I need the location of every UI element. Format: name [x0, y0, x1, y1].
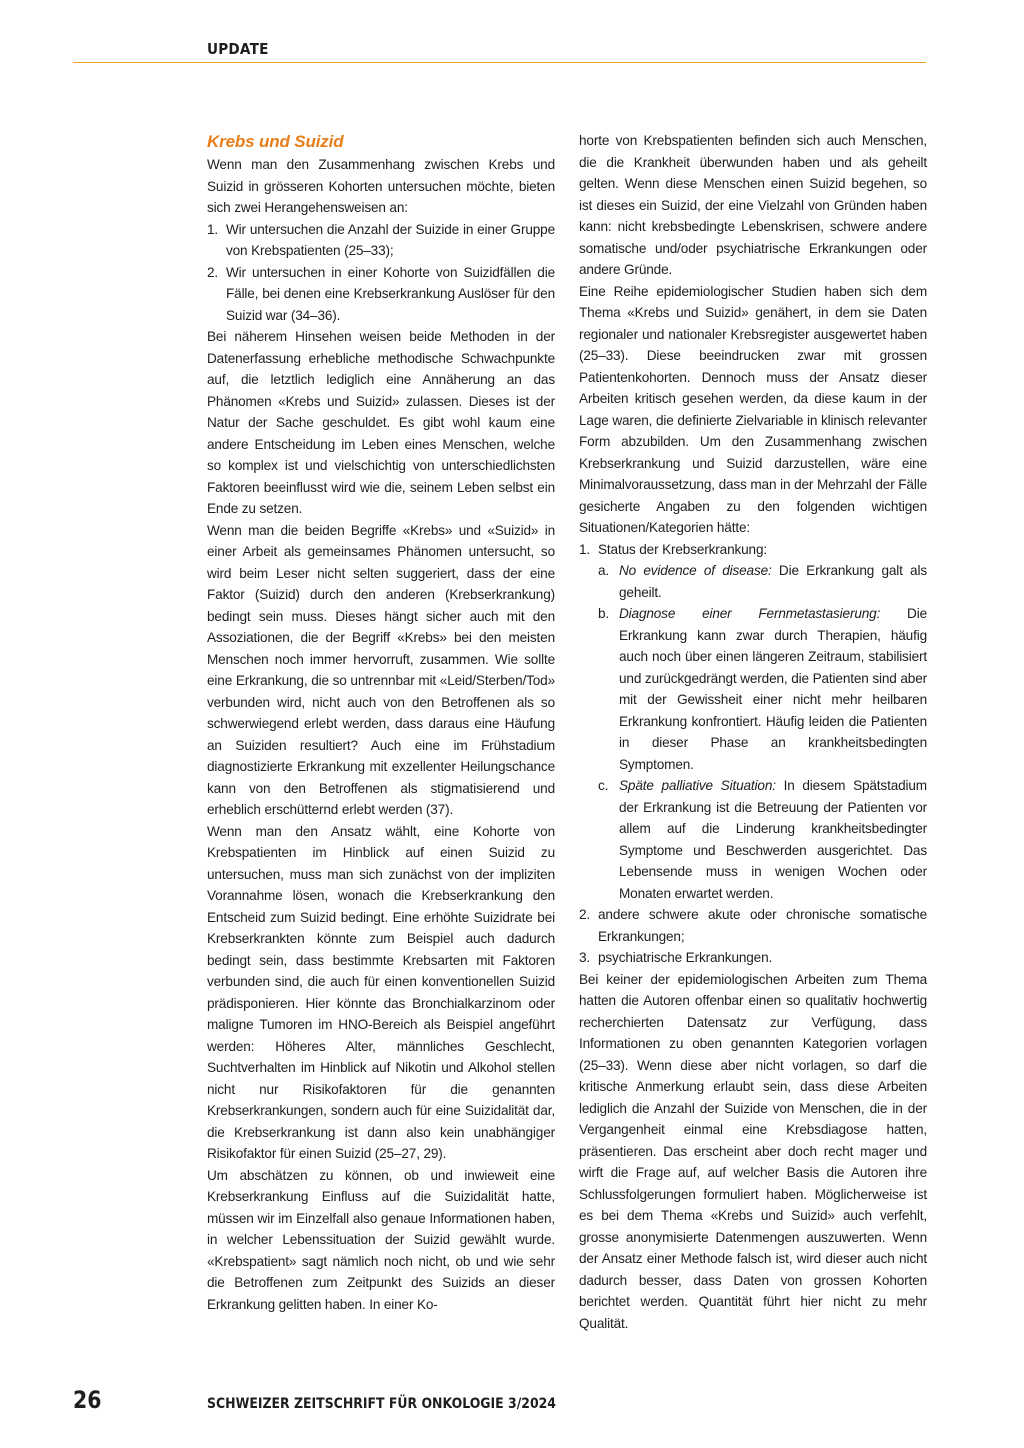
list-text: Status der Krebserkrankung:	[598, 541, 767, 557]
list-text: psychiatrische Erkrankungen.	[598, 950, 773, 965]
list-text: andere schwere akute oder chronische somatische Erkrankungen;	[598, 907, 927, 944]
list-item	[579, 904, 927, 947]
right-column	[579, 130, 927, 1334]
list-letter: a.	[598, 563, 610, 578]
list-item	[579, 947, 927, 969]
list-term: Späte palliative Situation:	[619, 778, 776, 793]
section-label: UPDATE	[207, 40, 269, 58]
paragraph: Eine Reihe epidemiologischer Studien haben sich dem Thema «Krebs und Suizid» genähert, in dem sie Daten regionaler und nationaler Krebsregister ausgewertet haben (25–33). Diese beeindrucken zwar mit grossen Patientenkohorten. Dennoch muss der Ansatz dieser Arbeiten kritisch gesehen werden, da diese kaum in der Lage waren, die definierte Zielvariable in klinisch relevanter Form abzubilden. Um den Zusammenhang zwischen Krebserkrankung und Suizid darzustellen, wäre eine Minimalvoraussetzung, dass man in der Mehrzahl der Fälle gesicherte Angaben zu den folgenden wichtigen Situationen/Kategorien hätte:	[579, 283, 927, 535]
list-text: Wir untersuchen in einer Kohorte von Suizidfällen die Fälle, bei denen eine Krebserkrankung Auslöser für den Suizid war (34–36).	[226, 264, 555, 323]
list-item	[579, 539, 927, 561]
list-number: 2.	[207, 264, 219, 280]
list-letter: b.	[598, 606, 610, 621]
list-letter: c.	[598, 778, 609, 793]
sub-list-item	[579, 603, 927, 775]
sub-list-item	[579, 775, 927, 904]
paragraph: Bei keiner der epidemiologischen Arbeiten zum Thema hatten die Autoren offenbar einen so qualitativ hochwertig recherchierten Datensatz zur Verfügung, dass Informationen zu oben genannten Kategorien vorlagen (25–33). Wenn diese aber nicht vorlagen, so darf die kritische Anmerkung erlaubt sein, dass diese Arbeiten lediglich die Anzahl der Suizide von Menschen, die in der Vergangenheit einmal eine Krebsdiagose hatten, präsentieren. Das erscheint aber doch recht mager und wirft die Frage auf, auf welcher Basis die Autoren ihre Schlussfolgerungen formuliert haben. Möglicherweise ist es bei dem Thema «Krebs und Suizid» auch verfehlt, grosse anonymisierte Datenmengen auszuwerten. Wenn der Ansatz einer Methode falsch ist, wird dieser auch nicht dadurch besser, dass Daten von grossen Kohorten berichtet werden. Quantität führt hier nicht zu mehr Qualität.	[579, 971, 927, 1331]
list-term: Diagnose einer Fernmetastasierung:	[619, 606, 881, 621]
paragraph: Bei näherem Hinsehen weisen beide Methoden in der Datenerfassung erhebliche methodische Schwachpunkte auf, die letztlich lediglich eine Annäherung an das Phänomen «Krebs und Suizid» zulassen. Dieses ist der Natur der Sache geschuldet. Es gibt wohl kaum eine andere Entscheidung im Leben eines Menschen, welche so komplex ist und vielschichtig von unterschiedlichsten Faktoren beeinflusst wird wie die, seinem Leben selbst ein Ende zu setzen.	[207, 329, 555, 516]
list-number: 2.	[579, 907, 591, 922]
list-text: Die Erkrankung kann zwar durch Therapien, häufig auch noch über einen längeren Zeitraum, stabilisiert und zurückgedrängt werden, die Patienten sind aber mit der Gewissheit einer nicht mehr heilbaren Erkrankung konfrontiert. Häufig leiden die Patienten in dieser Phase an krankheitsbedingten Symptomen.	[619, 606, 927, 772]
list-number: 3.	[579, 950, 591, 965]
paragraph: Um abschätzen zu können, ob und inwieweit eine Krebserkrankung Einfluss auf die Suizidalität hatte, müssen wir im Einzelfall also genaue Informationen haben, in welcher Lebenssituation der Suizid gewählt wurde. «Krebspatient» sagt nämlich noch nicht, ob und wie sehr die Betroffenen zum Zeitpunkt des Suizids an dieser Erkrankung gelitten haben. In einer Ko-	[207, 1167, 555, 1312]
list-text: Die Erkrankung galt als geheilt.	[619, 563, 927, 600]
paragraph: Wenn man den Zusammenhang zwischen Krebs und Suizid in grösseren Kohorten untersuchen möchte, bieten sich zwei Herangehensweisen an:	[207, 157, 555, 215]
journal-title: SCHWEIZER ZEITSCHRIFT FÜR ONKOLOGIE 3/2024	[207, 1396, 556, 1412]
header-rule	[73, 62, 926, 63]
sub-list-item	[579, 560, 927, 603]
list-number: 1.	[579, 541, 591, 557]
list-number: 1.	[207, 221, 219, 237]
list-text: Wir untersuchen die Anzahl der Suizide in einer Gruppe von Krebspatienten (25–33);	[226, 221, 555, 258]
section-heading: Krebs und Suizid	[207, 132, 344, 151]
paragraph: Wenn man die beiden Begriffe «Krebs» und «Suizid» in einer Arbeit als gemeinsames Phänomen untersucht, so wird beim Leser nicht selten suggeriert, dass der eine Faktor (Suizid) durch den anderen (Krebserkrankung) bedingt sein muss. Dieses hängt sicher auch mit den Assoziationen, die der Begriff «Krebs» bei den meisten Menschen noch immer hervorruft, zusammen. Wie sollte eine Erkrankung, die so untrennbar mit «Leid/Sterben/Tod» verbunden wird, nicht auch von den Betroffenen als so schwerwiegend erlebt werden, dass daraus eine Häufung an Suiziden resultiert? Auch eine im Frühstadium diagnostizierte Erkrankung mit exzellenter Heilungschance kann von den Betroffenen als stigmatisierend und erheblich erschütternd erlebt werden (37).	[207, 522, 555, 817]
paragraph: Wenn man den Ansatz wählt, eine Kohorte von Krebspatienten im Hinblick auf einen Suizid zu untersuchen, muss man sich zunächst von der impliziten Vorannahme lösen, wonach die Krebserkrankung den Entscheid zum Suizid bedingt. Eine erhöhte Suizidrate bei Krebserkrankten könnte zum Beispiel auch dadurch bedingt sein, dass bestimmte Krebsarten mit Faktoren verbunden sind, die auch für einen konventionellen Suizid prädisponieren. Hier könnte das Bronchialkarzinom oder maligne Tumoren im HNO-Bereich als Beispiel angeführt werden: Höheres Alter, männliches Geschlecht, Suchtverhalten im Hinblick auf Nikotin und Alkohol stellen nicht nur Risikofaktoren für die genannten Krebserkrankungen, sondern auch für eine Suizidalität dar, die Krebserkrankung ist dann also kein unabhängiger Risikofaktor für einen Suizid (25–27, 29).	[207, 823, 555, 1161]
page-number: 26	[73, 1386, 102, 1414]
paragraph: horte von Krebspatienten befinden sich auch Menschen, die die Krankheit überwunden haben und als geheilt gelten. Wenn diese Menschen einen Suizid begehen, so ist dieses ein Suizid, der eine Vielzahl von Gründen haben kann: nicht krebsbedingte Lebenskrisen, schwere andere somatische und/oder psychiatrische Erkrankungen oder andere Gründe.	[579, 133, 927, 277]
list-term: No evidence of disease:	[619, 563, 772, 578]
left-column	[207, 130, 555, 1315]
list-text: In diesem Spätstadium der Erkrankung ist die Betreuung der Patienten vor allem auf die Linderung krankheitsbedingter Symptome und Beschwerden ausgerichtet. Das Lebensende muss in wenigen Wochen oder Monaten erwartet werden.	[619, 778, 927, 901]
list-item	[207, 262, 555, 327]
list-item	[207, 219, 555, 262]
